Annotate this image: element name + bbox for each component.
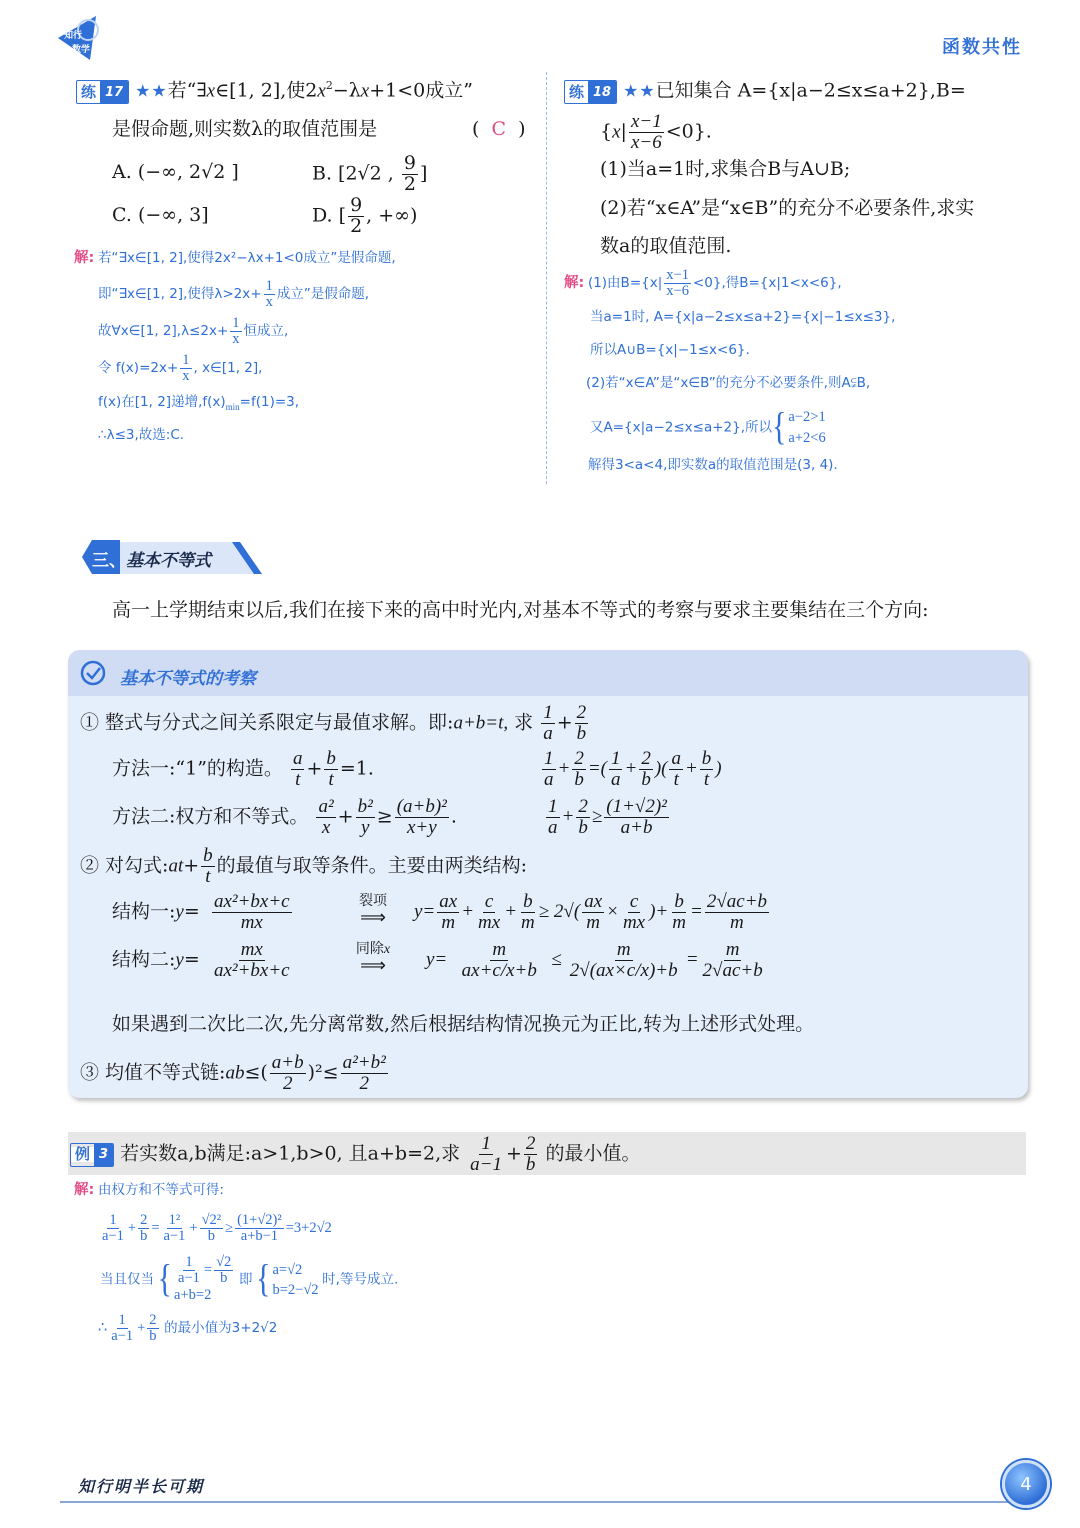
q18-stem: 练 18 ★★已知集合 A={x|a−2≤x≤a+2},B= xyxy=(564,80,966,104)
box-method-2: 方法二:权方和不等式。 $\frac{\text{a²}}{x}$ + $\frac{\text{b²}}{y}$ ≥ $\frac{\text{(a+b)²}}{x+y}$ . xyxy=(112,796,457,838)
q18-stars: ★★ xyxy=(623,81,656,102)
q18-solution-6: 解得3<a<4,即实数a的取值范围是(3, 4). xyxy=(588,457,838,473)
q18-part1: (1)当a=1时,求集合B与A∪B; xyxy=(600,158,851,180)
box-structure-2: 结构二:y= $\frac{mx}{\text{ax²+bx+c}}$ xyxy=(112,939,290,981)
box-item-2: ② 对勾式:at+ $\frac{b}{t}$ 的最值与取等条件。主要由两类结构: xyxy=(80,845,528,887)
box-structure-2-formula: y= $\frac{m}{ax+c/x+b}$ ≤ $\frac{m}{2√(ax\times c/x)+b}$ = $\frac{m}{2√ac+b}$ xyxy=(426,939,763,981)
page-header-title: 函数共性 xyxy=(942,37,1022,58)
page-number: 4 xyxy=(1002,1460,1050,1508)
divide-arrow: 同除x ⟹ xyxy=(355,941,391,976)
q17-stem-line2: 是假命题,则实数λ的取值范围是 xyxy=(112,118,378,140)
q17-solution-6: ∴λ≤3,故选:C. xyxy=(98,427,185,443)
q17-tag: 练 17 xyxy=(76,80,129,104)
box-method-2-formula: $\frac{1}{a}$ + $\frac{2}{b}$ ≥ $\frac{\text{(1+√2)²}}{a+b}$ xyxy=(548,796,667,838)
example3-solution-3: 当且仅当 { $\frac{1}{a-1}$ = $\frac{√2}{b}$ a+b=2 即 { a=√2 b=2−√2 时,等号成立. xyxy=(100,1254,399,1304)
q17-stem: 练 17 ★★若“∃x∈[1, 2],使$2x^2-\lambda x+1<0$成立” xyxy=(76,80,473,104)
box-method-1-formula: $\frac{1}{a}$ + $\frac{2}{b}$ =( $\frac{1}{a}$ + $\frac{2}{b}$ )( $\frac{a}{t}$ + $\frac{b}{t}$ ) xyxy=(544,748,722,790)
box-item-1: ① 整式与分式之间关系限定与最值求解。即:a+b=t, 求 $\frac{1}{a}$ + $\frac{2}{b}$ xyxy=(80,702,587,744)
footer-line xyxy=(60,1501,1020,1503)
q18-solution-1: 解: (1)由B={x| $\frac{x-1}{x-6}$ <0},得B={x|1<x<6}, xyxy=(564,267,842,300)
intro-text: 高一上学期结束以后,我们在接下来的高中时光内,对基本不等式的考察与要求主要集结在三个方向: xyxy=(112,599,929,621)
q17-option-a[interactable]: A. (−∞, 2√2 ] xyxy=(112,161,239,183)
q18-solution-2: 当a=1时, A={x|a−2≤x≤a+2}={x|−1≤x≤3}, xyxy=(590,309,896,325)
check-icon xyxy=(80,660,106,690)
example3-stem: 例 3 若实数a,b满足:a>1,b>0, 且a+b=2,求 $\frac{1}{a-1}$ + $\frac{2}{b}$ 的最小值。 xyxy=(70,1134,640,1175)
q18-solution-3: 所以A∪B={x|−1≤x<6}. xyxy=(590,342,750,358)
box-item-3: ③ 均值不等式链:ab≤( $\frac{a+b}{2}$ )²≤ $\frac{\text{a²+b²}}{2}$ xyxy=(80,1052,386,1094)
logo-text-top: 知行 xyxy=(64,31,83,41)
q17-answer: ( C ) xyxy=(472,118,526,140)
q17-solution-4: 令 f(x)=2x+ $\frac{1}{x}$ , x∈[1, 2], xyxy=(98,352,263,385)
box-method-1: 方法一:“1”的构造。 $\frac{a}{t}$ + $\frac{b}{t}$ =1. xyxy=(112,748,374,790)
q18-solution-4: (2)若“x∈A”是“x∈B”的充分不必要条件,则A⫋B, xyxy=(586,375,871,391)
footer-slogan: 知行明半长可期 xyxy=(78,1477,205,1496)
q18-stem-line2: {x| $\frac{x-1}{x-6}$ <0}. xyxy=(600,111,712,153)
box-structure-1-formula: y= $\frac{ax}{m}$ + $\frac{c}{mx}$ + $\frac{b}{m}$ ≥ 2√( $\frac{ax}{m}$ × $\frac{c}{mx}$ )+ $\frac{b}{m}$ = $\frac{2√ac+b}{m}$ xyxy=(414,891,768,933)
q17-option-b[interactable]: B. [2√2 , $\frac{9}{2}$ ] xyxy=(312,152,428,195)
column-divider xyxy=(546,72,547,484)
example3-solution-1: 解: 由权方和不等式可得: xyxy=(74,1182,224,1198)
q17-solution-5: f(x)在[1, 2]递增$,f(x)_{min}=f(1)=3$, xyxy=(98,394,300,412)
logo-text-bottom: 数学 xyxy=(72,45,91,55)
q18-solution-5: 又A={x|a−2≤x≤a+2},所以{ a−2>1 a+2<6 xyxy=(590,405,826,449)
section-banner xyxy=(82,538,262,574)
example3-solution-4: ∴ $\frac{1}{a-1}$ + $\frac{2}{b}$ 的最小值为3+2√2 xyxy=(98,1312,278,1345)
summary-box-title: 基本不等式的考察 xyxy=(120,669,256,689)
q17-solution-1: 解: 若“∃x∈[1, 2],使得2x²−λx+1<0成立”是假命题, xyxy=(74,250,396,266)
q18-part2-line2: 数a的取值范围. xyxy=(600,235,732,257)
box-structure-1: 结构一:y= $\frac{\text{ax²+bx+c}}{mx}$ xyxy=(112,891,290,933)
example3-solution-2: $\frac{1}{a-1}$ + $\frac{2}{b}$ = $\frac{\text{1²}}{a-1}$ + $\frac{\text{√2²}}{b}$ ≥ $\frac{\text{(1+√2)²}}{a+b-1}$ =3+2√2 xyxy=(102,1212,332,1245)
logo xyxy=(56,10,104,66)
q17-solution-2: 即“∃x∈[1, 2],使得λ>2x+ $\frac{1}{x}$ 成立”是假命题, xyxy=(98,278,370,311)
section-number: 三、 xyxy=(92,551,126,571)
q18-tag: 练 18 xyxy=(564,80,617,104)
section-title: 基本不等式 xyxy=(126,551,211,571)
box-note: 如果遇到二次比二次,先分离常数,然后根据结构情况换元为正比,转为上述形式处理。 xyxy=(112,1013,815,1035)
split-arrow: 裂项 ⟹ xyxy=(359,893,387,928)
q17-option-d[interactable]: D. [ $\frac{9}{2}$ , +∞) xyxy=(312,194,418,237)
q17-stars: ★★ xyxy=(135,81,168,102)
q17-option-c[interactable]: C. (−∞, 3] xyxy=(112,204,209,226)
q18-part2: (2)若“x∈A”是“x∈B”的充分不必要条件,求实 xyxy=(600,197,975,219)
q17-solution-3: 故∀x∈[1, 2],λ≤2x+ $\frac{1}{x}$ 恒成立, xyxy=(98,315,289,348)
example3-tag: 例 3 xyxy=(70,1143,114,1167)
